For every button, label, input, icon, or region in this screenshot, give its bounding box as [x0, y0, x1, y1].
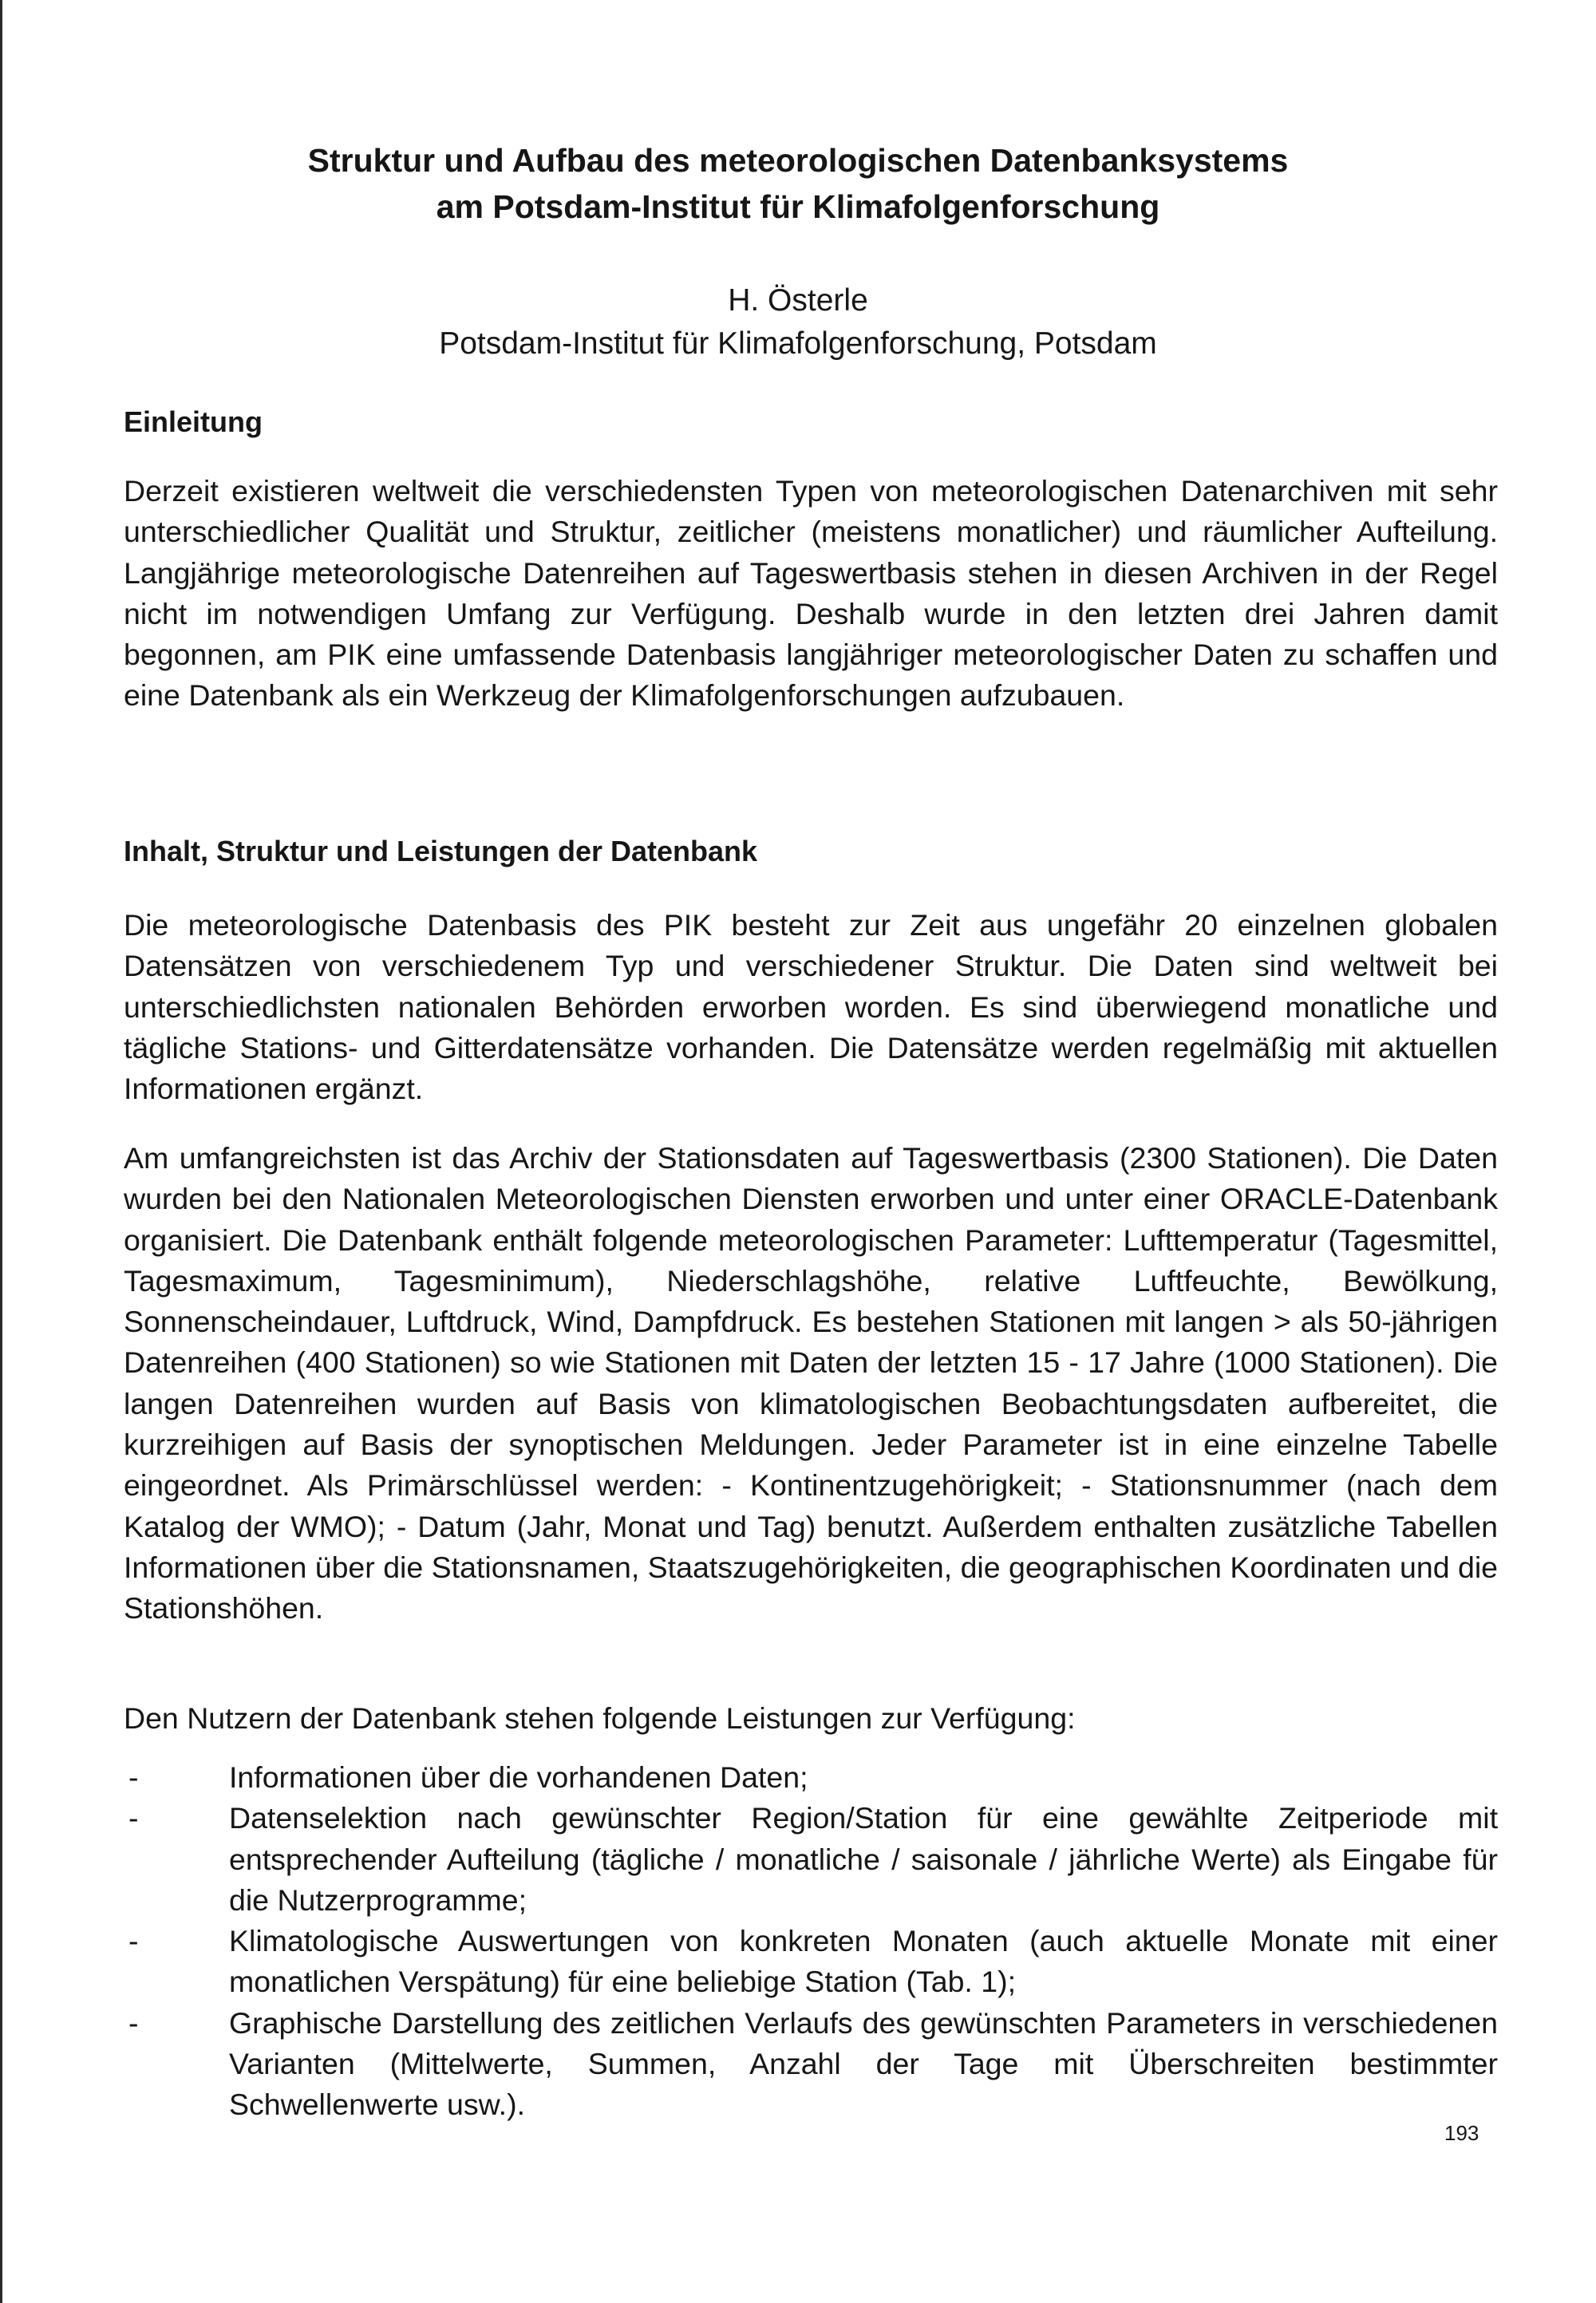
- author-affiliation: Potsdam-Institut für Klimafolgenforschung, Potsdam: [439, 326, 1157, 361]
- title-line-2: am Potsdam-Institut für Klimafolgenforschung: [436, 188, 1160, 225]
- paragraph-inhalt-2: Am umfangreichsten ist das Archiv der Stationsdaten auf Tageswertbasis (2300 Stationen). Die Daten wurden bei den Nationalen Meteorologischen Diensten erworben und unter einer ORACLE-Datenbank organisiert. Die Datenbank enthält folgende meteorologischen Parameter: Lufttemperatur (Tagesmittel, Tagesmaximum, Tagesminimum), Niederschlagshöhe, relative Luftfeuchte, Bewölkung, Sonnenscheindauer, Luftdruck, Wind, Dampfdruck. Es bestehen Stationen mit langen > als 50-jährigen Datenreihen (400 Stationen) so wie Stationen mit Daten der letzten 15 - 17 Jahre (1000 Stationen). Die langen Datenreihen wurden auf Basis von klimatologischen Beobachtungsdaten aufbereitet, die kurzreihigen auf Basis der synoptischen Meldungen. Jeder Parameter ist in eine einzelne Tabelle eingeordnet. Als Primärschlüssel werden: - Kontinentzugehörigkeit; - Stationsnummer (nach dem Katalog der WMO); - Datum (Jahr, Monat und Tag) benutzt. Außerdem enthalten zusätzliche Tabellen Informationen über die Stationsnamen, Staatszugehörigkeiten, die geographischen Koordinaten und die Stationshöhen.: [124, 1141, 1499, 1626]
- list-item-text: Graphische Darstellung des zeitlichen Verlaufs des gewünschten Parameters in verschiedenen Varianten (Mittelwerte, Summen, Anzahl der Tage mit Überschreiten bestimmter Schwellenwerte usw.).: [229, 2005, 1498, 2122]
- list-item: [124, 1757, 1498, 1798]
- list-item-text: Klimatologische Auswertungen von konkreten Monaten (auch aktuelle Monate mit einer monatlichen Verspätung) für eine beliebige Station (Tab. 1);: [229, 1924, 1498, 1999]
- list-item: [124, 2003, 1498, 2126]
- author-block: [120, 279, 1476, 365]
- list-item: [124, 1921, 1498, 2003]
- list-item: [124, 1798, 1498, 1921]
- list-dash: -: [128, 2005, 139, 2040]
- paragraph-einleitung: Derzeit existieren weltweit die verschiedensten Typen von meteorologischen Datenarchiven mit sehr unterschiedlicher Qualität und Struktur, zeitlicher (meistens monatlicher) und räumlicher Aufteilung. Langjährige meteorologische Datenreihen auf Tageswertbasis stehen in diesen Archiven in der Regel nicht im notwendigen Umfang zur Verfügung. Deshalb wurde in den letzten drei Jahren damit begonnen, am PIK eine umfassende Datenbasis langjähriger meteorologischer Daten zu schaffen und eine Datenbank als ein Werkzeug der Klimafolgenforschungen aufzubauen.: [124, 474, 1498, 713]
- paragraph-inhalt-1: Die meteorologische Datenbasis des PIK besteht zur Zeit aus ungefähr 20 einzelnen globalen Datensätzen von verschiedenem Typ und verschiedener Struktur. Die Daten sind weltweit bei unterschiedlichsten nationalen Behörden erworben worden. Es sind überwiegend monatliche und tägliche Stations- und Gitterdatensätze vorhanden. Die Datensätze werden regelmäßig mit aktuellen Informationen ergänzt.: [124, 908, 1498, 1106]
- page-number: 193: [1444, 2121, 1479, 2145]
- heading-einleitung: Einleitung: [124, 405, 263, 438]
- services-list: [124, 1757, 1498, 2126]
- list-item-text: Datenselektion nach gewünschter Region/Station für eine gewählte Zeitperiode mit entsprechender Aufteilung (tägliche / monatliche / saisonale / jährliche Werte) als Eingabe für die Nutzerprogramme;: [229, 1801, 1498, 1917]
- heading-inhalt: Inhalt, Struktur und Leistungen der Datenbank: [124, 835, 758, 867]
- paragraph-inhalt-3: Den Nutzern der Datenbank stehen folgende Leistungen zur Verfügung:: [124, 1701, 1076, 1735]
- author-name: H. Österle: [728, 283, 868, 318]
- list-dash: -: [128, 1924, 139, 1958]
- list-item-text: Informationen über die vorhandenen Daten;: [229, 1760, 808, 1794]
- page-edge: [0, 0, 2, 2303]
- list-dash: -: [128, 1760, 139, 1794]
- title-line-1: Struktur und Aufbau des meteorologischen Datenbanksystems: [307, 142, 1289, 179]
- paper-title: [120, 137, 1476, 230]
- list-dash: -: [128, 1801, 139, 1835]
